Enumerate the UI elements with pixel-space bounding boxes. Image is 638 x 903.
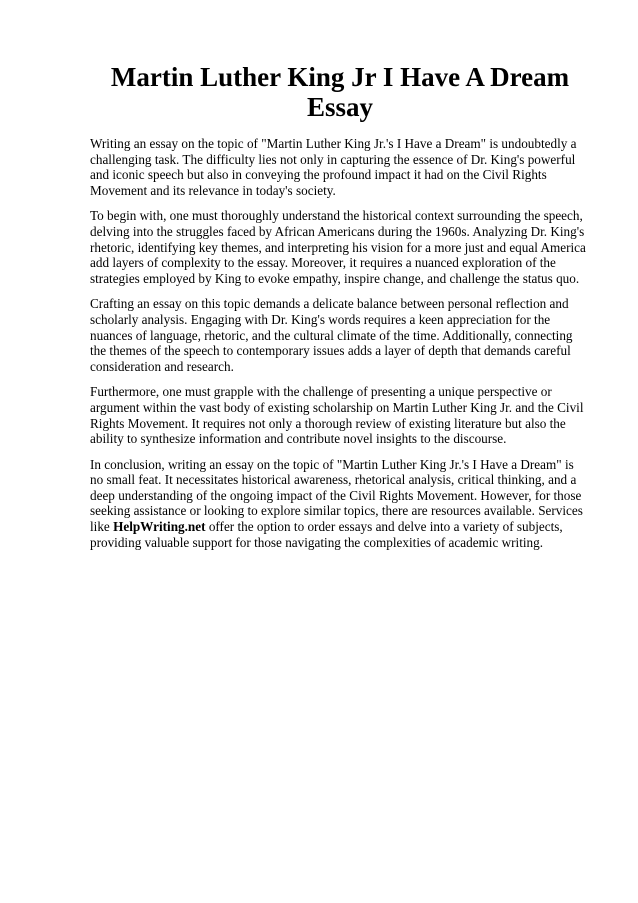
conclusion-text-after: offer the option to order essays and delve into a variety of subjects, providing valuable support for those navigating the complexities of academic writing.: [90, 519, 563, 550]
paragraph-crafting: Crafting an essay on this topic demands a delicate balance between personal reflection and scholarly analysis. Engaging with Dr. King's words requires a keen appreciation for the nuances of language, rhetoric, and the cultural climate of the time. Additionally, connecting the themes of the speech to contemporary issues adds a layer of depth that demands careful consideration and research.: [90, 296, 573, 374]
conclusion-text-before: In conclusion, writing an essay on the topic of "Martin Luther King Jr.'s I Have a Dream" is no small feat. It necessitates historical awareness, rhetorical analysis, critical thinking, and a deep understanding of the ongoing impact of the Civil Rights Movement. However, for those seeking assistance or looking to explore similar topics, there are resources available. Services like: [90, 456, 583, 535]
paragraph-furthermore: Furthermore, one must grapple with the challenge of presenting a unique perspective or argument within the vast body of existing scholarship on Martin Luther King Jr. and the Civil Rights Movement. It requires not only a thorough review of existing literature but also the ability to synthesize information and contribute novel insights to the discourse.: [90, 384, 584, 447]
paragraph-context: To begin with, one must thoroughly understand the historical context surrounding the speech, delving into the struggles faced by African Americans during the 1960s. Analyzing Dr. King's rhetoric, identifying key themes, and interpreting his vision for a more just and equal America add layers of complexity to the essay. Moreover, it requires a nuanced exploration of the strategies employed by King to evoke empathy, inspire change, and challenge the status quo.: [90, 208, 586, 286]
document-page: [90, 62, 590, 560]
paragraph-conclusion: [90, 457, 590, 551]
helpwriting-brand: HelpWriting.net: [113, 519, 206, 535]
document-title: Martin Luther King Jr I Have A Dream Essay: [110, 62, 570, 122]
paragraph-intro: Writing an essay on the topic of "Martin Luther King Jr.'s I Have a Dream" is undoubtedly a challenging task. The difficulty lies not only in capturing the essence of Dr. King's powerful and iconic speech but also in conveying the profound impact it had on the Civil Rights Movement and its relevance in today's society.: [90, 136, 577, 198]
